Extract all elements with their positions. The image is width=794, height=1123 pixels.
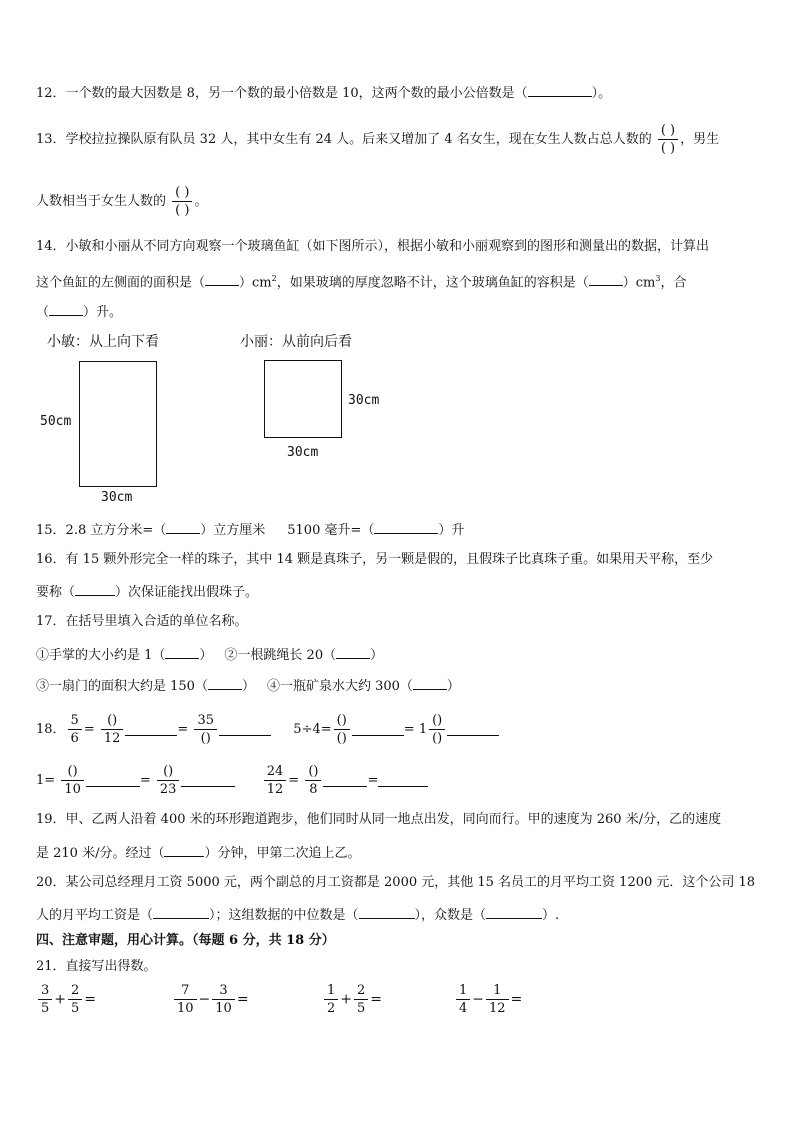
q19-text: 19．甲、乙两人沿着 400 米的环形跑道跑步，他们同时从同一地点出发，同向而行。甲的速度为 260 米/分，乙的速度 [36, 812, 722, 827]
superscript: 3 [655, 274, 661, 283]
q15-text-b: ）立方厘米 [200, 523, 266, 538]
section-4-title: 四、注意审题，用心计算。（每题 6 分，共 18 分） [36, 933, 335, 948]
fraction-blank[interactable] [101, 714, 124, 745]
fraction-blank[interactable] [194, 714, 217, 745]
question-16-line-1 [36, 551, 713, 569]
q14-text-f: （ [36, 305, 50, 320]
answer-blank[interactable] [165, 645, 199, 659]
denominator: 5 [71, 1001, 80, 1016]
q17-item-1-end: ） [199, 648, 213, 663]
numerator: () [61, 765, 84, 781]
equals: = [370, 991, 383, 1008]
numerator: 5 [68, 714, 82, 730]
q20-text-b: ）；这组数据的中位数是（ [209, 908, 359, 923]
expression-4 [454, 984, 522, 1015]
q20-text-d: ）. [542, 908, 560, 923]
superscript: 2 [271, 274, 277, 283]
denominator: 12 [266, 782, 284, 797]
question-13-text-c: 人数相当于女生人数的 [36, 194, 167, 209]
question-18-row-2 [36, 763, 428, 799]
q20-text-a: 人的月平均工资是（ [36, 908, 154, 923]
numerator: 24 [264, 765, 287, 781]
denominator: () [432, 731, 443, 746]
left-view-width-label: 30cm [101, 490, 133, 505]
q15-text-a: 15．2.8 立方分米=（ [36, 523, 167, 538]
denominator: 12 [103, 731, 121, 746]
right-view-title: 小丽：从前向后看 [240, 334, 352, 350]
numerator: 7 [174, 984, 197, 1000]
expression-1 [36, 984, 96, 1015]
q14-text-e: ，合 [660, 275, 687, 291]
q17-item-1: ①手掌的大小约是 1（ [36, 648, 166, 663]
denominator: 2 [327, 1001, 336, 1016]
q16-text-b: ）次保证能找出假珠子。 [115, 585, 259, 600]
fraction-denominator: ( ) [175, 203, 190, 218]
question-19-line-2 [36, 843, 360, 863]
q14-text-b: ）cm [239, 275, 272, 291]
denominator: 6 [70, 731, 79, 746]
denominator: 23 [159, 782, 177, 797]
answer-blank[interactable] [378, 774, 428, 787]
equals: = [84, 991, 97, 1008]
answer-blank[interactable] [413, 676, 447, 690]
answer-blank[interactable] [166, 520, 200, 534]
denominator: () [336, 731, 347, 746]
fraction-denominator: ( ) [660, 141, 676, 156]
numerator: 3 [212, 984, 235, 1000]
left-view-title: 小敏：从上向下看 [47, 334, 159, 350]
fraction-numerator: ( ) [172, 186, 192, 202]
numerator: () [157, 765, 180, 781]
numerator: 35 [194, 714, 217, 730]
question-14-line-2 [36, 270, 686, 292]
question-20-line-1 [36, 874, 755, 892]
answer-blank[interactable] [447, 723, 499, 736]
q17-title: 17．在括号里填入合适的单位名称。 [36, 614, 248, 629]
answer-blank[interactable] [589, 272, 623, 286]
top-view-rectangle [79, 361, 157, 487]
answer-blank[interactable] [86, 774, 140, 787]
q17-item-3-end: ） [241, 679, 255, 694]
question-13-line-1 [36, 124, 719, 155]
equals: = [83, 722, 95, 737]
numerator: () [305, 765, 321, 781]
denominator: () [200, 731, 211, 746]
fraction [68, 714, 82, 745]
equals: = [367, 773, 379, 788]
denominator: 8 [309, 782, 318, 797]
equals: = [236, 991, 249, 1008]
q15-text-c: 5100 毫升=（ [287, 523, 375, 538]
question-16-line-2 [36, 582, 258, 602]
right-view-width-label: 30cm [287, 445, 319, 460]
expression-2 [172, 984, 249, 1015]
equals: = [139, 773, 151, 788]
answer-blank[interactable] [125, 723, 177, 736]
denominator: 10 [215, 1001, 232, 1016]
fraction-blank[interactable] [305, 765, 321, 796]
q14-text-d: ）cm [622, 275, 656, 291]
fraction-blank[interactable] [61, 765, 84, 796]
operator: + [54, 991, 67, 1008]
answer-blank[interactable] [486, 905, 542, 919]
operator: + [340, 991, 353, 1008]
q17-item-4: ④一瓶矿泉水大约 300（ [266, 679, 413, 694]
one-equals: 1= [36, 773, 56, 788]
q17-item-2-end: ） [370, 648, 384, 663]
question-17-row-2 [36, 676, 460, 696]
q19-text-b: ）分钟，甲第二次追上乙。 [204, 846, 361, 861]
right-view-height-label: 30cm [348, 393, 380, 408]
question-13-text-b: ，男生 [680, 132, 720, 147]
question-17-row-1 [36, 645, 383, 665]
question-13-text: 13．学校拉拉操队原有队员 32 人，其中女生有 24 人。后来又增加了 4 名女生，现在女生人数占总人数的 [36, 132, 652, 147]
denominator: 10 [64, 782, 81, 797]
q20-text: 20．某公司总经理月工资 5000 元，两个副总的月工资都是 2000 元，其他 15 名员工的月平均工资 1200 元．这个公司 18 [36, 875, 756, 890]
front-view-square [264, 360, 342, 438]
question-15 [36, 520, 464, 540]
numerator: 3 [38, 984, 52, 1000]
numerator: () [334, 714, 350, 730]
answer-blank[interactable] [205, 272, 239, 286]
q17-item-3: ③一扇门的面积大约是 150（ [36, 679, 208, 694]
equals: = [177, 722, 189, 737]
fraction-blank[interactable] [172, 186, 192, 217]
q16-text-a: 要称（ [36, 585, 76, 600]
answer-blank[interactable] [153, 905, 209, 919]
question-14-line-3 [36, 302, 122, 322]
expression-3 [322, 984, 382, 1015]
question-13-line-2 [36, 186, 207, 217]
equals: = [288, 773, 300, 788]
question-20-line-2 [36, 905, 559, 925]
equals: = [403, 722, 415, 737]
q18-label: 18． [36, 722, 66, 737]
q16-text: 16．有 15 颗外形完全一样的珠子，其中 14 颗是真珠子，另一颗是假的，且假珠子比真珠子重。如果用天平称，至少 [36, 552, 714, 567]
answer-blank[interactable] [359, 905, 415, 919]
numerator: () [429, 714, 445, 730]
mixed-whole: 1 [418, 722, 428, 737]
q14-text-g: ）升。 [83, 305, 123, 320]
question-12-end: ）。 [591, 86, 612, 101]
section-4-heading [36, 932, 335, 950]
question-21-title [36, 958, 157, 976]
denominator: 12 [489, 1001, 506, 1016]
answer-blank[interactable] [336, 645, 370, 659]
answer-blank[interactable] [374, 520, 438, 534]
fraction-blank[interactable] [658, 124, 678, 155]
question-13-text-d: 。 [194, 194, 208, 209]
numerator: 1 [324, 984, 338, 1000]
fraction-numerator: ( ) [658, 124, 678, 140]
answer-blank[interactable] [75, 582, 115, 596]
numerator: 2 [354, 984, 368, 1000]
division-expression: 5÷4= [293, 722, 332, 737]
answer-blank[interactable] [528, 83, 592, 97]
question-14-line-1 [36, 238, 709, 256]
question-18-row-1 [36, 712, 499, 748]
q15-text-d: ）升 [438, 523, 465, 538]
fraction [264, 765, 287, 796]
question-12 [36, 83, 611, 103]
denominator: 5 [41, 1001, 50, 1016]
answer-blank[interactable] [352, 723, 404, 736]
numerator: 2 [68, 984, 82, 1000]
q20-text-c: ），众数是（ [414, 908, 487, 923]
answer-blank[interactable] [208, 676, 242, 690]
answer-blank[interactable] [219, 723, 271, 736]
fraction-blank[interactable] [157, 765, 180, 796]
operator: − [472, 991, 485, 1008]
fraction-blank[interactable] [334, 714, 350, 745]
q21-title: 21．直接写出得数。 [36, 959, 157, 974]
answer-blank[interactable] [181, 774, 235, 787]
equals: = [510, 991, 523, 1008]
question-12-text: 12．一个数的最大因数是 8，另一个数的最小倍数是 10，这两个数的最小公倍数是（ [36, 86, 528, 101]
q14-text-c: ，如果玻璃的厚度忽略不计，这个玻璃鱼缸的容积是（ [276, 275, 589, 291]
numerator: 1 [486, 984, 509, 1000]
answer-blank[interactable] [323, 774, 367, 787]
numerator: () [101, 714, 124, 730]
q17-item-4-end: ） [446, 679, 460, 694]
answer-blank[interactable] [164, 843, 204, 857]
denominator: 5 [357, 1001, 366, 1016]
question-14-text: 14．小敏和小丽从不同方向观察一个玻璃鱼缸（如下图所示），根据小敏和小丽观察到的图形和测量出的数据，计算出 [36, 239, 710, 254]
denominator: 10 [177, 1001, 194, 1016]
denominator: 4 [459, 1001, 468, 1016]
q14-text-a: 这个鱼缸的左侧面的面积是（ [36, 275, 206, 291]
q17-item-2: ②一根跳绳长 20（ [224, 648, 337, 663]
left-view-height-label: 50cm [40, 414, 72, 429]
numerator: 1 [456, 984, 470, 1000]
answer-blank[interactable] [49, 302, 83, 316]
q19-text-a: 是 210 米/分。经过（ [36, 846, 165, 861]
fraction-blank[interactable] [429, 714, 445, 745]
operator: − [198, 991, 211, 1008]
question-19-line-1 [36, 811, 721, 829]
question-17-title [36, 613, 248, 631]
